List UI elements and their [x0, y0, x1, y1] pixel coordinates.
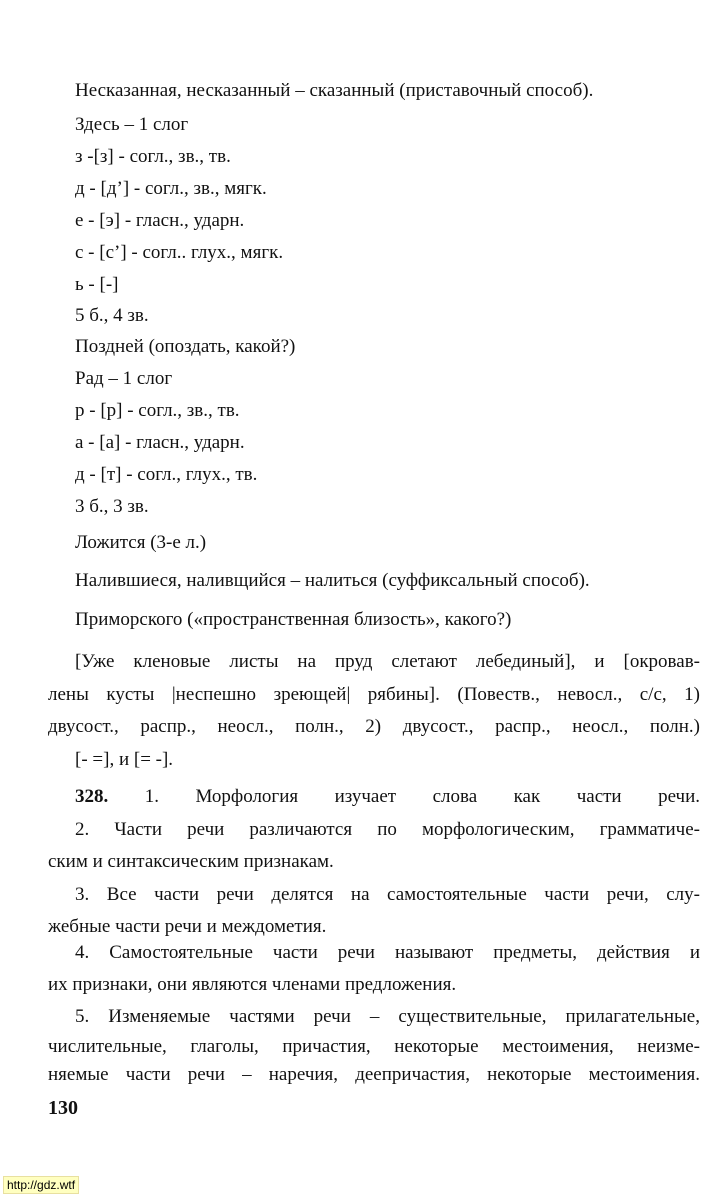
text-line: 3 б., 3 зв. — [75, 496, 149, 517]
text-line: их признаки, они являются членами предложения. — [48, 974, 457, 995]
text-line: Поздней (опоздать, какой?) — [75, 336, 296, 357]
text-line: числительные, глаголы, причастия, некоторые местоимения, неизме- — [48, 1036, 700, 1057]
watermark-link[interactable]: http://gdz.wtf — [3, 1176, 79, 1194]
text-line: 3. Все части речи делятся на самостоятельные части речи, слу- — [75, 884, 700, 905]
text-line: Налившиеся, наливщийся – налиться (суффиксальный способ). — [75, 570, 590, 591]
text-line: з -[з] - согл., зв., тв. — [75, 146, 231, 167]
text-line: Здесь – 1 слог — [75, 114, 189, 135]
text-line: [Уже кленовые листы на пруд слетают лебединый], и [окровав- — [75, 651, 700, 672]
text-line: ским и синтаксическим признакам. — [48, 851, 334, 872]
text-line: двусост., распр., неосл., полн., 2) двусост., распр., неосл., полн.) — [48, 716, 700, 737]
text-line: Рад – 1 слог — [75, 368, 173, 389]
exercise-line — [75, 786, 700, 808]
text-line: 1. Морфология изучает слова как части речи. — [144, 786, 701, 807]
text-line: д - [т] - согл., глух., тв. — [75, 464, 258, 485]
text-line: 5 б., 4 зв. — [75, 305, 149, 326]
text-line: няемые части речи – наречия, деепричастия, некоторые местоимения. — [48, 1064, 700, 1085]
text-line: Несказанная, несказанный – сказанный (приставочный способ). — [75, 80, 594, 101]
text-line: 4. Самостоятельные части речи называют предметы, действия и — [75, 942, 700, 963]
text-line: Ложится (3-е л.) — [75, 532, 207, 553]
text-line: 2. Части речи различаются по морфологическим, грамматиче- — [75, 819, 700, 840]
text-line: ь - [-] — [75, 274, 119, 295]
text-line: д - [д’] - согл., зв., мягк. — [75, 178, 267, 199]
text-line: [- =], и [= -]. — [75, 749, 174, 770]
text-line: р - [р] - согл., зв., тв. — [75, 400, 240, 421]
text-line: жебные части речи и междометия. — [48, 916, 327, 937]
text-line: с - [с’] - согл.. глух., мягк. — [75, 242, 284, 263]
text-line: е - [э] - гласн., ударн. — [75, 210, 245, 231]
text-line: 5. Изменяемые частями речи – существительные, прилагательные, — [75, 1006, 700, 1027]
text-line: а - [а] - гласн., ударн. — [75, 432, 245, 453]
text-line: Приморского («пространственная близость», какого?) — [75, 609, 512, 630]
text-line: лены кусты |неспешно зреющей| рябины]. (Повеств., невосл., с/с, 1) — [48, 684, 700, 705]
exercise-number: 328. — [75, 786, 109, 807]
page-number: 130 — [48, 1097, 78, 1119]
